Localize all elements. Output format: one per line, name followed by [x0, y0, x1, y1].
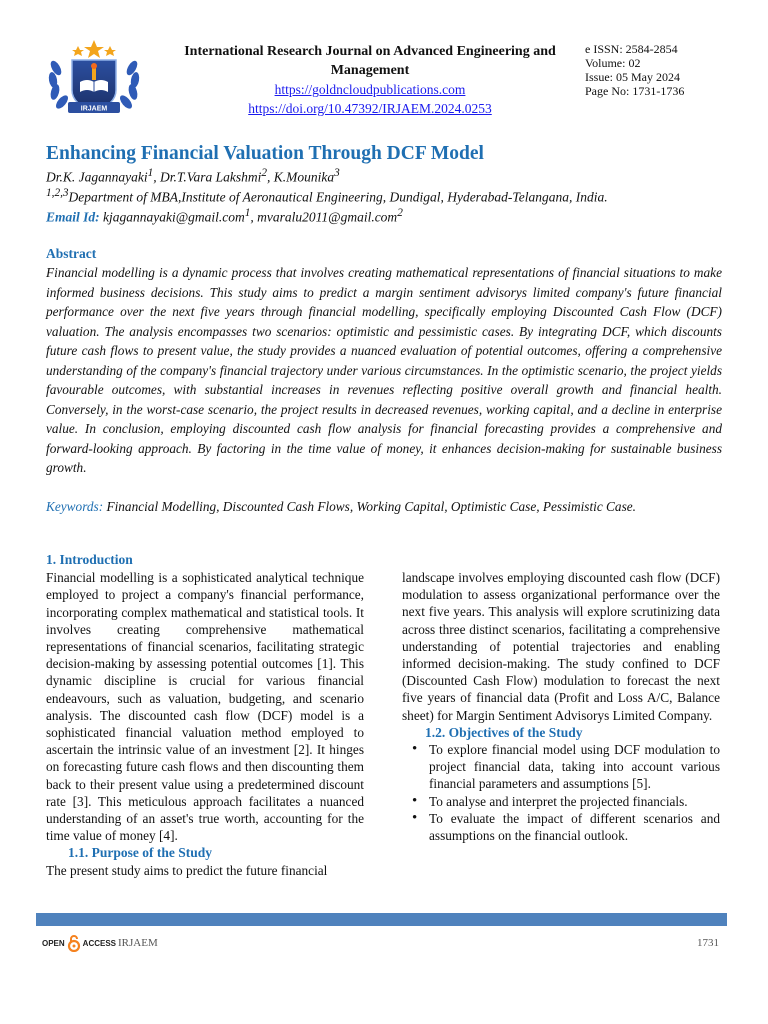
list-item: • To explore financial model using DCF modulation to project financial data, taking into account various financial parameters and assumptions [5].	[402, 741, 720, 793]
email-address[interactable]: mvaralu2011@gmail.com	[257, 209, 398, 225]
issn: e ISSN: 2584-2854	[585, 42, 678, 56]
email-address[interactable]: kjagannayaki@gmail.com	[103, 209, 245, 225]
affiliation-sup: 1,2,3	[46, 187, 69, 199]
email-sup: 2	[397, 207, 403, 219]
journal-title: International Research Journal on Advanced Engineering and Management	[184, 44, 556, 78]
page-number: 1731	[697, 937, 719, 949]
list-item: • To analyse and interpret the projected financials.	[402, 793, 720, 810]
author-name: K.Mounika	[273, 169, 335, 185]
objectives-list	[402, 741, 720, 844]
author-sup: 1	[147, 167, 154, 179]
abstract-text: Financial modelling is a dynamic process that involves creating mathematical representations of financial situations to make informed business decisions. This study aims to predict a margin sentiment advisorys limited company's future financial performance over the next five years through financial modelling, specifically employing Discounted Cash Flow (DCF) valuation. The analysis encompasses two scenarios: optimistic and pessimistic cases. By integrating DCF, which discounts future cash flows to present value, the study provides a nuanced evaluation of potential outcomes, offering a comprehensive understanding of the company's financial trajectory under various circumstances. In the optimistic scenario, the project yields favourable outcomes, with substantial increases in revenues reflecting positive overall growth and financial health. Conversely, in the worst-case scenario, the project results in decreased revenues, working capital, and a decline in enterprise value. In conclusion, employing discounted cash flow analysis for financial forecasting provides a comprehensive and forward-looking approach. By factoring in the time value of money, it enhances decision-making for sustainable business growth.	[46, 265, 722, 475]
email-sup: 1	[244, 207, 251, 219]
doi-link[interactable]: https://doi.org/10.47392/IRJAEM.2024.0253	[248, 101, 492, 116]
footer-journal: IRJAEM	[118, 937, 158, 949]
logo-text: IRJAEM	[80, 105, 108, 113]
right-column	[402, 569, 720, 844]
page-range: Page No: 1731-1736	[585, 84, 685, 98]
list-item: • To evaluate the impact of different scenarios and assumptions on the financial outlook.	[402, 810, 720, 844]
keywords	[46, 497, 722, 517]
purpose-paragraph-cont: landscape involves employing discounted cash flow (DCF) modulation to assess organizational performance over the next five years. This analysis will explore scrutinizing data across three distinct scenarios, facilitating a comprehensive understanding of potential trajectories and enabling informed decision-making. The study confined to DCF (Discounted Cash Flow) modulation to forecast the next five years of financial data (Profit and Loss A/C, Balance sheet) for Margin Sentiment Advisorys Limited Company.	[402, 570, 720, 723]
email-label: Email Id:	[46, 209, 100, 225]
objectives-heading: 1.2. Objectives of the Study	[425, 724, 583, 740]
author-name: Dr.K. Jagannayaki	[46, 169, 148, 185]
journal-website-link[interactable]: https://goldncloudpublications.com	[274, 82, 466, 97]
abstract-heading: Abstract	[46, 246, 97, 261]
author-sup: 2	[261, 167, 268, 179]
open-lock-icon	[67, 934, 81, 952]
issue: Issue: 05 May 2024	[585, 70, 680, 84]
paper-title: Enhancing Financial Valuation Through DCF Model	[46, 143, 484, 164]
purpose-heading: 1.1. Purpose of the Study	[68, 845, 213, 861]
author-name: Dr.T.Vara Lakshmi	[160, 169, 262, 185]
journal-header	[170, 42, 570, 118]
keywords-text: Financial Modelling, Discounted Cash Flows, Working Capital, Optimistic Case, Pessimistic Case.	[106, 499, 636, 514]
email-line: Email Id: kjagannayaki@gmail.com$^1$, mvaralu2011@gmail.com$^2$	[46, 207, 403, 225]
left-column	[46, 551, 364, 879]
journal-logo	[44, 38, 144, 120]
open-access-left: OPEN	[42, 938, 65, 948]
purpose-paragraph-start: The present study aims to predict the future financial	[46, 862, 328, 878]
keywords-label: Keywords:	[46, 499, 104, 514]
affiliation-text: Department of MBA,Institute of Aeronautical Engineering, Dundigal, Hyderabad-Telangana, India.	[68, 189, 608, 205]
issue-info	[585, 42, 684, 98]
author-list: Dr.K. Jagannayaki$^1$, Dr.T.Vara Lakshmi$^2$, K.Mounika$^3$	[46, 167, 340, 185]
open-access-right: ACCESS	[82, 938, 117, 948]
footer-bar	[36, 913, 727, 926]
author-sup: 3	[334, 167, 340, 179]
irjaem-seal-icon	[44, 38, 144, 120]
open-access-logo	[42, 934, 116, 952]
intro-paragraph: Financial modelling is a sophisticated analytical technique employed to project a company's financial performance, incorporating complex mathematical and statistical tools. It involves creating comprehensive mathematical representations of financial scenarios, facilitating strategic decision-making by assessing potential outcomes [1]. This dynamic discipline is crucial for various financial endeavours, such as valuation, budgeting, and scenario analysis. The discounted cash flow (DCF) model is a sophisticated financial valuation method employed to ascertain the intrinsic value of an investment [2]. It hinges on forecasting future cash flows and then discounting them back to their present value using a predetermined discount rate [3]. This meticulous approach facilitates a nuanced understanding of an asset's true worth, accounting for the time value of money [4].	[46, 570, 364, 844]
intro-heading: 1. Introduction	[46, 552, 133, 567]
volume: Volume: 02	[585, 56, 641, 70]
affiliation	[46, 187, 608, 206]
